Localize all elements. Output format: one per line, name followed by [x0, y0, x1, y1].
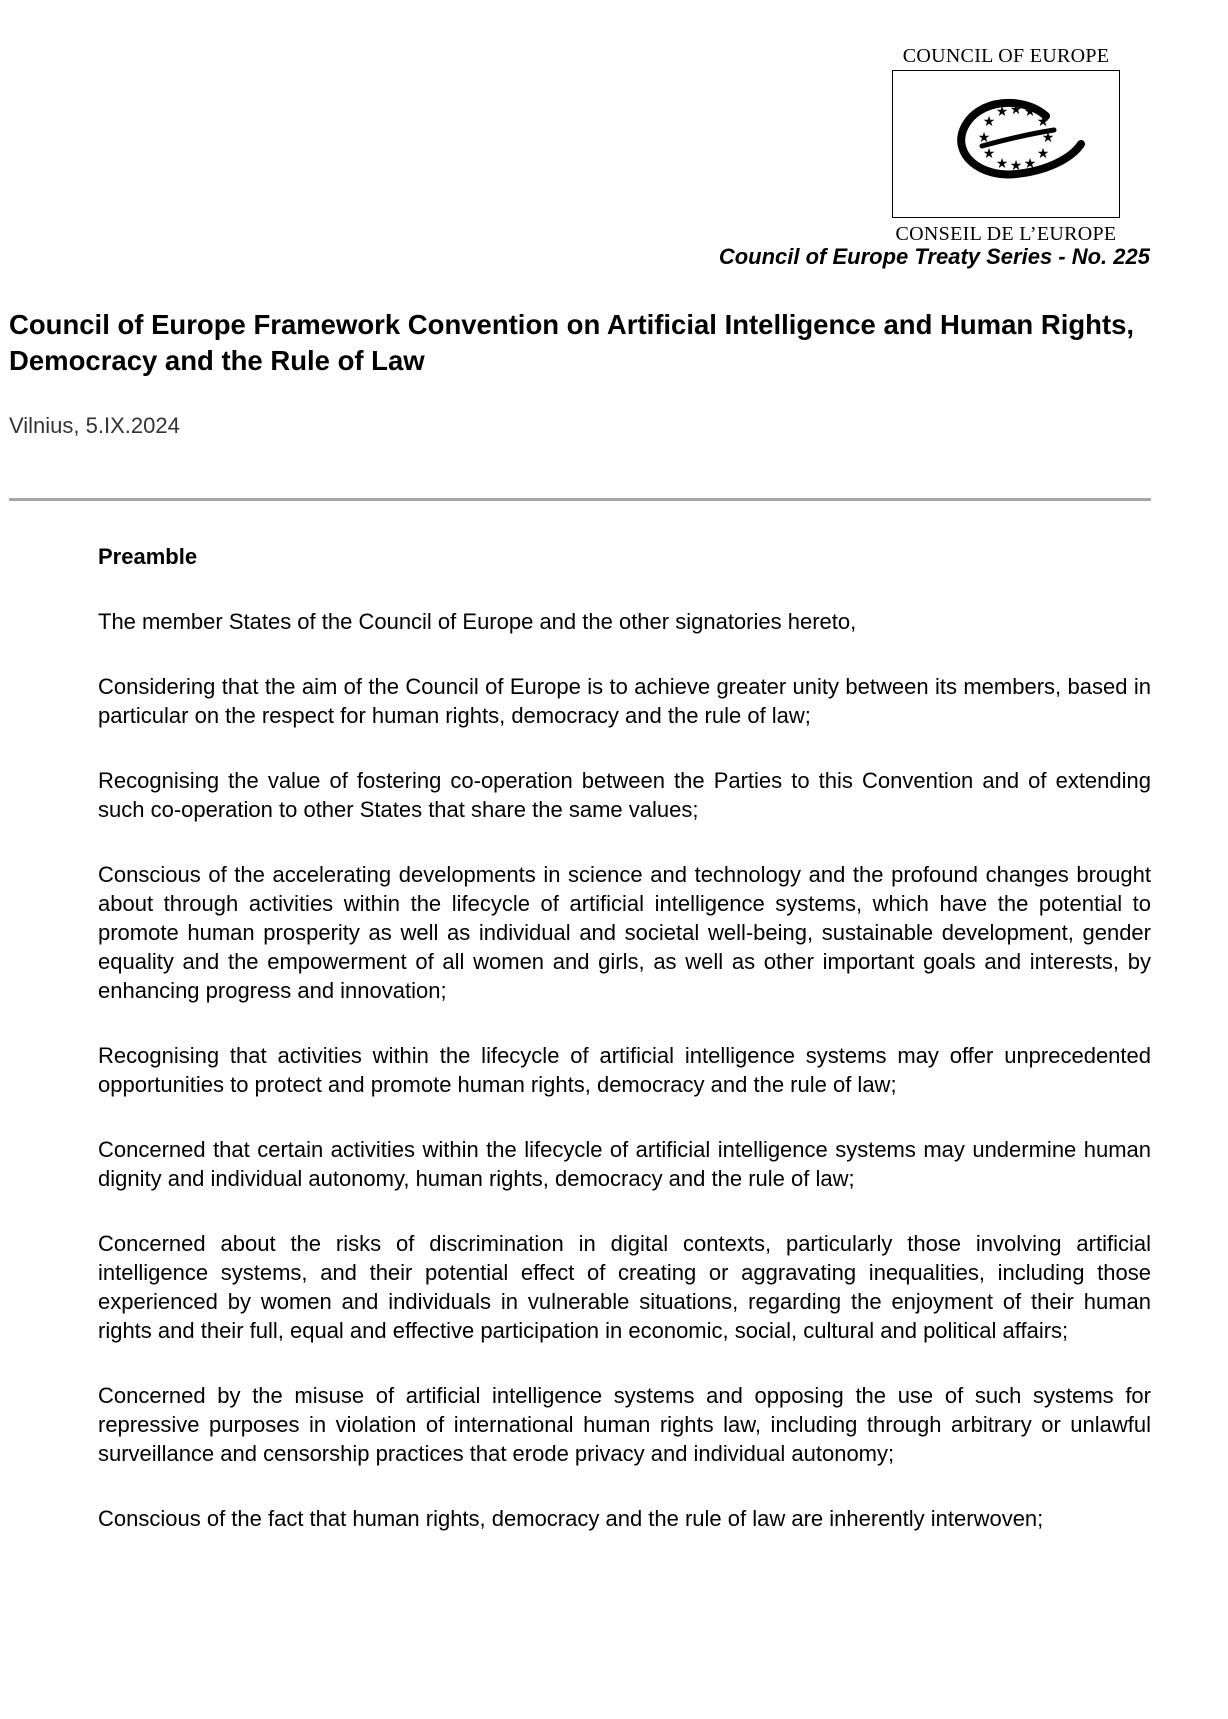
logo-bottom-text: CONSEIL DE L’EUROPE [895, 223, 1117, 245]
preamble-paragraph: Considering that the aim of the Council of Europe is to achieve greater unity between its members, based in particular on the respect for human rights, democracy and the rule of law; [98, 674, 1151, 728]
preamble-paragraph: Concerned about the risks of discrimination in digital contexts, particularly those involving artificial intelligence systems, and their potential effect of creating or aggravating inequalities, including those experienced by women and individuals in vulnerable situations, regarding the enjoyment of their human rights and their full, equal and effective participation in economic, social, cultural and political affairs; [98, 1231, 1151, 1343]
svg-text:★: ★ [1023, 104, 1037, 120]
svg-text:★: ★ [995, 104, 1009, 120]
svg-text:★: ★ [982, 146, 996, 162]
preamble-paragraph: The member States of the Council of Europe and the other signatories hereto, [98, 609, 857, 634]
section-divider [9, 498, 1151, 501]
place-date: Vilnius, 5.IX.2024 [9, 413, 180, 438]
preamble-paragraph: Recognising the value of fostering co-operation between the Parties to this Convention and of extending such co-operation to other States that share the same values; [98, 768, 1151, 822]
svg-text:★: ★ [995, 156, 1009, 172]
preamble-heading: Preamble [98, 544, 198, 569]
svg-text:★: ★ [1036, 114, 1050, 130]
svg-text:★: ★ [1041, 130, 1055, 146]
logo-emblem-box [892, 70, 1120, 218]
preamble-paragraph: Recognising that activities within the lifecycle of artificial intelligence systems may offer unprecedented opportunities to protect and promote human rights, democracy and the rule of law; [98, 1043, 1151, 1097]
document-title: Council of Europe Framework Convention on Artificial Intelligence and Human Rights, Democracy and the Rule of Law [9, 309, 1135, 376]
preamble-paragraph: Concerned that certain activities within the lifecycle of artificial intelligence systems may undermine human dignity and individual autonomy, human rights, democracy and the rule of law; [98, 1137, 1151, 1191]
treaty-series-label: Council of Europe Treaty Series - No. 225 [718, 244, 1150, 269]
svg-text:★: ★ [1009, 102, 1023, 118]
council-emblem-icon [896, 74, 1116, 214]
preamble-paragraph: Conscious of the accelerating developments in science and technology and the profound changes brought about through activities within the lifecycle of artificial intelligence systems, which have the potential to promote human prosperity as well as individual and societal well-being, sustainable development, gender equality and the empowerment of all women and girls, as well as other important goals and interests, by enhancing progress and innovation; [98, 862, 1151, 1003]
svg-text:★: ★ [1036, 146, 1050, 162]
svg-text:★: ★ [977, 130, 991, 146]
logo-top-text: COUNCIL OF EUROPE [902, 45, 1110, 67]
preamble-paragraph: Concerned by the misuse of artificial intelligence systems and opposing the use of such systems for repressive purposes in violation of international human rights law, including through arbitrary or unlawful surveillance and censorship practices that erode privacy and individual autonomy; [98, 1383, 1151, 1466]
svg-text:★: ★ [982, 114, 996, 130]
svg-text:★: ★ [1009, 158, 1023, 174]
preamble-section [98, 542, 1151, 1569]
svg-text:★: ★ [1023, 156, 1037, 172]
council-of-europe-logo [886, 44, 1126, 246]
preamble-paragraph: Conscious of the fact that human rights, democracy and the rule of law are inherently interwoven; [98, 1506, 1044, 1531]
